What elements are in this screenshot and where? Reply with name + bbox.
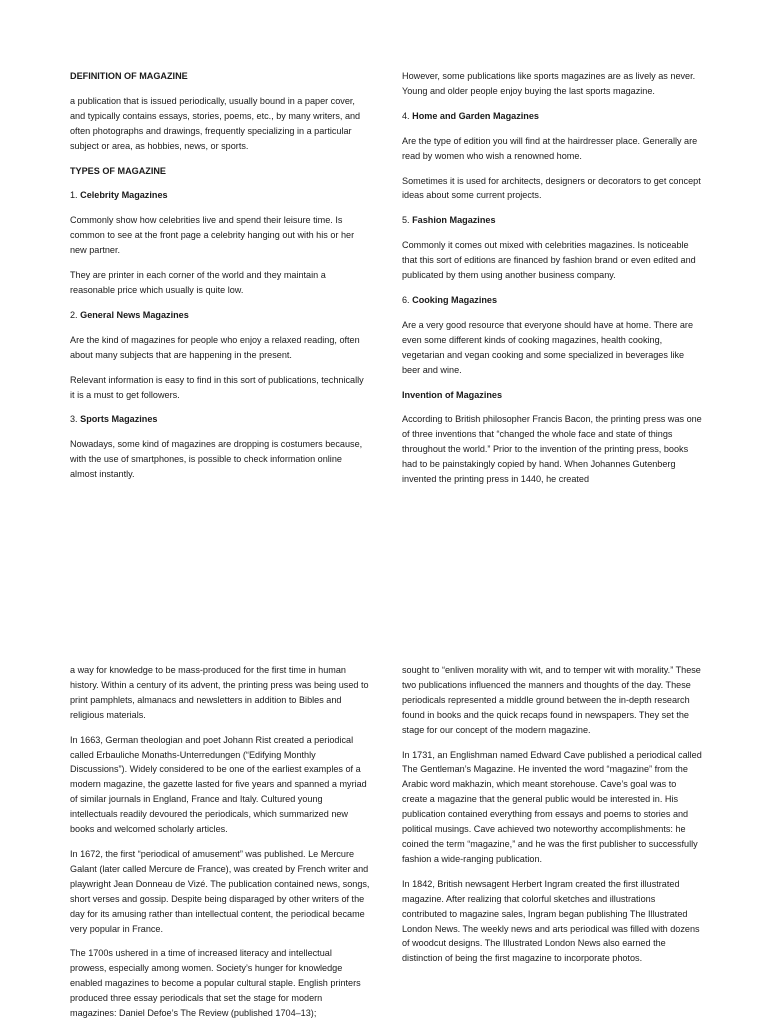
top-right-column: [402, 69, 702, 497]
general-heading: General News Magazines: [80, 309, 189, 320]
sports-heading: Sports Magazines: [80, 414, 158, 425]
history-paragraph-6: In 1731, an Englishman named Edward Cave published a periodical called The Gentleman’s Magazine. He invented the word “magazine” from the Arabic word makhazin, which meant storehouse. Cave’s goal was to create a magazine that the general public would be interested in. His publication contained everything from essays and poems to stories and political musings. Cave achieved two noteworthy accomplishments: he coined the term “magazine,” and he was the first publisher to successfully fashion a wide-ranging publication.: [402, 749, 702, 864]
general-paragraph-2: Relevant information is easy to find in this sort of publications, technically it is a must to get followers.: [70, 374, 364, 400]
home-heading-line: [402, 109, 702, 124]
definition-heading: DEFINITION OF MAGAZINE: [70, 71, 188, 81]
history-paragraph-1: a way for knowledge to be mass-produced for the first time in human history. Within a century of its advent, the printing press was being used to print pamphlets, almanacs and newsletters in addition to Bibles and religious materials.: [70, 665, 369, 720]
definition-text: a publication that is issued periodically, usually bound in a paper cover, and typically contains essays, stories, poems, etc., by many writers, and often photographs and drawings, frequently specializing in a particular subject or area, as hobbies, news, or sports.: [70, 95, 361, 151]
general-paragraph-1: Are the kind of magazines for people who enjoy a relaxed reading, often about many subjects that are happening in the present.: [70, 334, 360, 360]
bottom-left-column: [70, 663, 370, 1031]
cooking-heading: Cooking Magazines: [412, 294, 498, 305]
section-number: 5.: [402, 215, 410, 226]
section-number: 2.: [70, 309, 78, 320]
fashion-paragraph-1: Commonly it comes out mixed with celebrities magazines. Is noticeable that this sort of editions are financed by fashion brand or even edited and publicated by them using another business company.: [402, 240, 696, 281]
general-heading-line: [70, 308, 370, 323]
home-heading: Home and Garden Magazines: [412, 110, 539, 121]
history-paragraph-2: In 1663, German theologian and poet Johann Rist created a periodical called Erbauliche Monaths-Unterredungen (“Edifying Monthly Discussions”). Widely considered to be one of the earliest examples of a modern magazine, the gazette lasted for five years and spanned a myriad of similar journals in England, France and Italy. Cultured young intellectuals readily devoured the periodicals, which summarized new books and welcomed scholarly articles.: [70, 734, 367, 835]
types-heading: TYPES OF MAGAZINE: [70, 165, 166, 176]
celebrity-heading: Celebrity Magazines: [80, 190, 168, 201]
page-break-gap: [0, 528, 768, 646]
sports-paragraph-2: However, some publications like sports magazines are as lively as never. Young and older people enjoy buying the last sports magazine.: [402, 71, 696, 96]
sports-paragraph-1: Nowadays, some kind of magazines are dropping is costumers because, with the use of smartphones, is possible to check information online almost instantly.: [70, 439, 363, 480]
invention-heading: Invention of Magazines: [402, 389, 503, 400]
cooking-heading-line: [402, 293, 702, 308]
history-paragraph-5: sought to “enliven morality with wit, and to temper wit with morality.” These two publications influenced the manners and thoughts of the day. These periodicals represented a middle ground between the in-depth research found in books and the quick recaps found in newspapers. They set the stage for our concept of the modern magazine.: [402, 665, 701, 735]
section-number: 4.: [402, 110, 410, 121]
home-paragraph-1: Are the type of edition you will find at the hairdresser place. Generally are read by women who wish a renowned home.: [402, 135, 698, 161]
history-paragraph-4: The 1700s ushered in a time of increased literacy and intellectual prowess, especially among women. Society’s hunger for knowledge enabled magazines to become a popular cultural staple. English printers produced three essay periodicals that set the stage for modern magazines: Daniel Defoe’s The Review (published 1704–13);: [70, 948, 361, 1019]
section-number: 1.: [70, 190, 78, 201]
history-paragraph-3: In 1672, the first “periodical of amusement” was published. Le Mercure Galant (later called Mercure de France), was created by French writer and playwright Jean Donneau de Vizé. The publication contained news, songs, short verses and gossip. Despite being disparaged by other writers of the day for its amusing rather than intellectual content, the periodical became very popular in France.: [70, 848, 370, 934]
bottom-right-column: [402, 663, 702, 976]
celebrity-paragraph-2: They are printer in each corner of the world and they maintain a reasonable price which usually is quite low.: [70, 270, 326, 295]
fashion-heading: Fashion Magazines: [412, 215, 496, 226]
home-paragraph-2: Sometimes it is used for architects, designers or decorators to get concept ideas about some current projects.: [402, 175, 701, 201]
celebrity-heading-line: [70, 188, 370, 203]
section-number: 3.: [70, 414, 78, 425]
cooking-paragraph-1: Are a very good resource that everyone should have at home. There are even some different kinds of cooking magazines, health cooking, vegetarian and vegan cooking and some specialized in beverages like beer and wine.: [402, 319, 694, 375]
history-paragraph-7: In 1842, British newsagent Herbert Ingram created the first illustrated magazine. After realizing that colorful sketches and illustrations contributed to magazine sales, Ingram began publishing The Illustrated London News. The weekly news and arts periodical was filled with dozens of woodcut designs. The Illustrated London News also earned the distinction of being the first magazine to incorporate photos.: [402, 878, 700, 964]
section-number: 6.: [402, 294, 410, 305]
celebrity-paragraph-1: Commonly show how celebrities live and spend their leisure time. Is common to see at the front page a celebrity hanging out with his or her new partner.: [70, 215, 355, 256]
fashion-heading-line: [402, 213, 702, 228]
sports-heading-line: [70, 412, 370, 427]
top-left-column: [70, 69, 370, 492]
invention-paragraph-1: According to British philosopher Francis Bacon, the printing press was one of three inventions that “changed the whole face and state of things throughout the world.” Prior to the invention of the printing press, books had to be painstakingly copied by hand. When Johannes Gutenberg invented the printing press in 1440, he created: [402, 414, 702, 485]
